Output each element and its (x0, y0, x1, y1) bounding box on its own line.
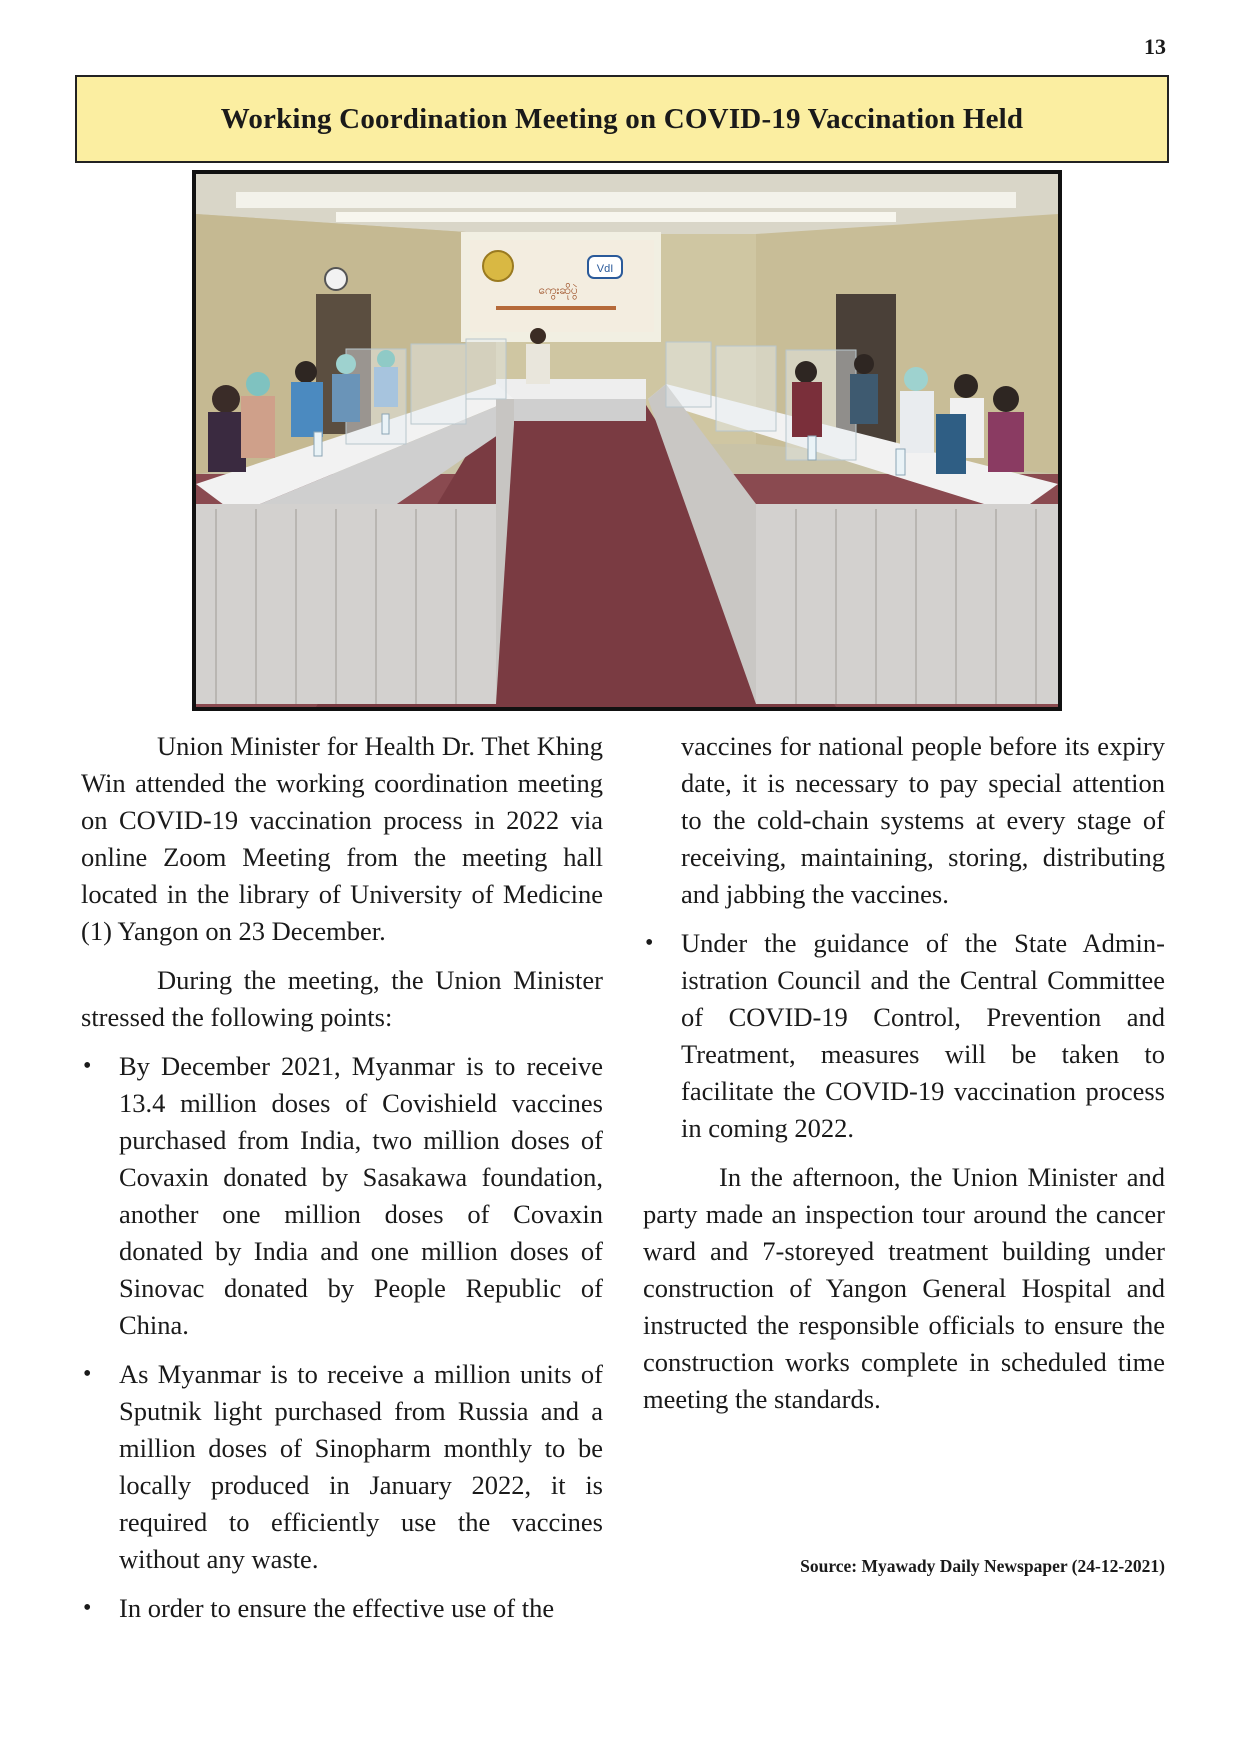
key-points-list (643, 925, 1165, 1147)
key-point-text: As Myanmar is to receive a million units of Sputnik light purchased from Russia and a million doses of Sinopharm monthly to be locally produced in January 2022, it is required to efficiently use the vaccines without any waste. (119, 1359, 603, 1574)
key-point-text: Under the guidance of the State Administration Council and the Central Committee of COVID-19 Control, Prevention and Treatment, measures will be taken to facilitate the COVID-19 vaccination process in coming 2022. (681, 928, 1165, 1143)
screen-caption: ကွေးဆိုပွဲ (538, 283, 578, 297)
screen-logo-text: VdI (596, 263, 614, 275)
bullet-icon: • (645, 930, 654, 956)
article-paragraph: In the afternoon, the Union Minister and party made an inspection tour around the cancer ward and 7-storeyed treatment building under construction of Yangon General Hospital and instructed the responsible officials to ensure the construction works complete in scheduled time meeting the standards. (643, 1162, 1165, 1414)
article-paragraph: Union Minister for Health Dr. Thet Khing Win attended the working coordination meeting on COVID-19 vaccination process in 2022 via online Zoom Meeting from the meeting hall located in the library of University of Medicine (1) Yangon on 23 December. (81, 731, 603, 946)
key-point (81, 1590, 603, 1627)
bullet-icon: • (83, 1053, 92, 1079)
page-number: 13 (1144, 34, 1166, 59)
key-point (643, 925, 1165, 1147)
article-column-left (81, 728, 603, 1639)
key-point-text: In order to ensure the effective use of the (119, 1593, 555, 1623)
article-paragraph: During the meeting, the Union Minister stressed the following points: (81, 965, 603, 1032)
bullet-icon: • (83, 1595, 92, 1621)
bullet-icon: • (83, 1361, 92, 1387)
source-credit: Source: Myawady Daily Newspaper (24-12-2021) (800, 1556, 1165, 1576)
key-point-continued: vaccines for national people before its expiry date, it is necessary to pay special attention to the cold-chain systems at every stage of receiving, maintaining, storing, distributing and jabbing the vaccines. (681, 731, 1165, 909)
article-column-right (643, 728, 1165, 1430)
key-point (81, 1048, 603, 1344)
key-points-list (81, 1048, 603, 1627)
meeting-hall-illustration (196, 174, 1058, 707)
meeting-photo (192, 170, 1062, 711)
key-point-text: By December 2021, Myanmar is to receive 13.4 million doses of Covishield vaccines purchased from India, two million doses of Covaxin donated by Sasakawa foundation, another one million doses of Covaxin donated by India and one million doses of Sinovac donated by People Republic of China. (119, 1051, 603, 1340)
headline: Working Coordination Meeting on COVID-19 Vaccination Held (220, 102, 1024, 135)
key-point (81, 1356, 603, 1578)
headline-banner (75, 75, 1169, 163)
